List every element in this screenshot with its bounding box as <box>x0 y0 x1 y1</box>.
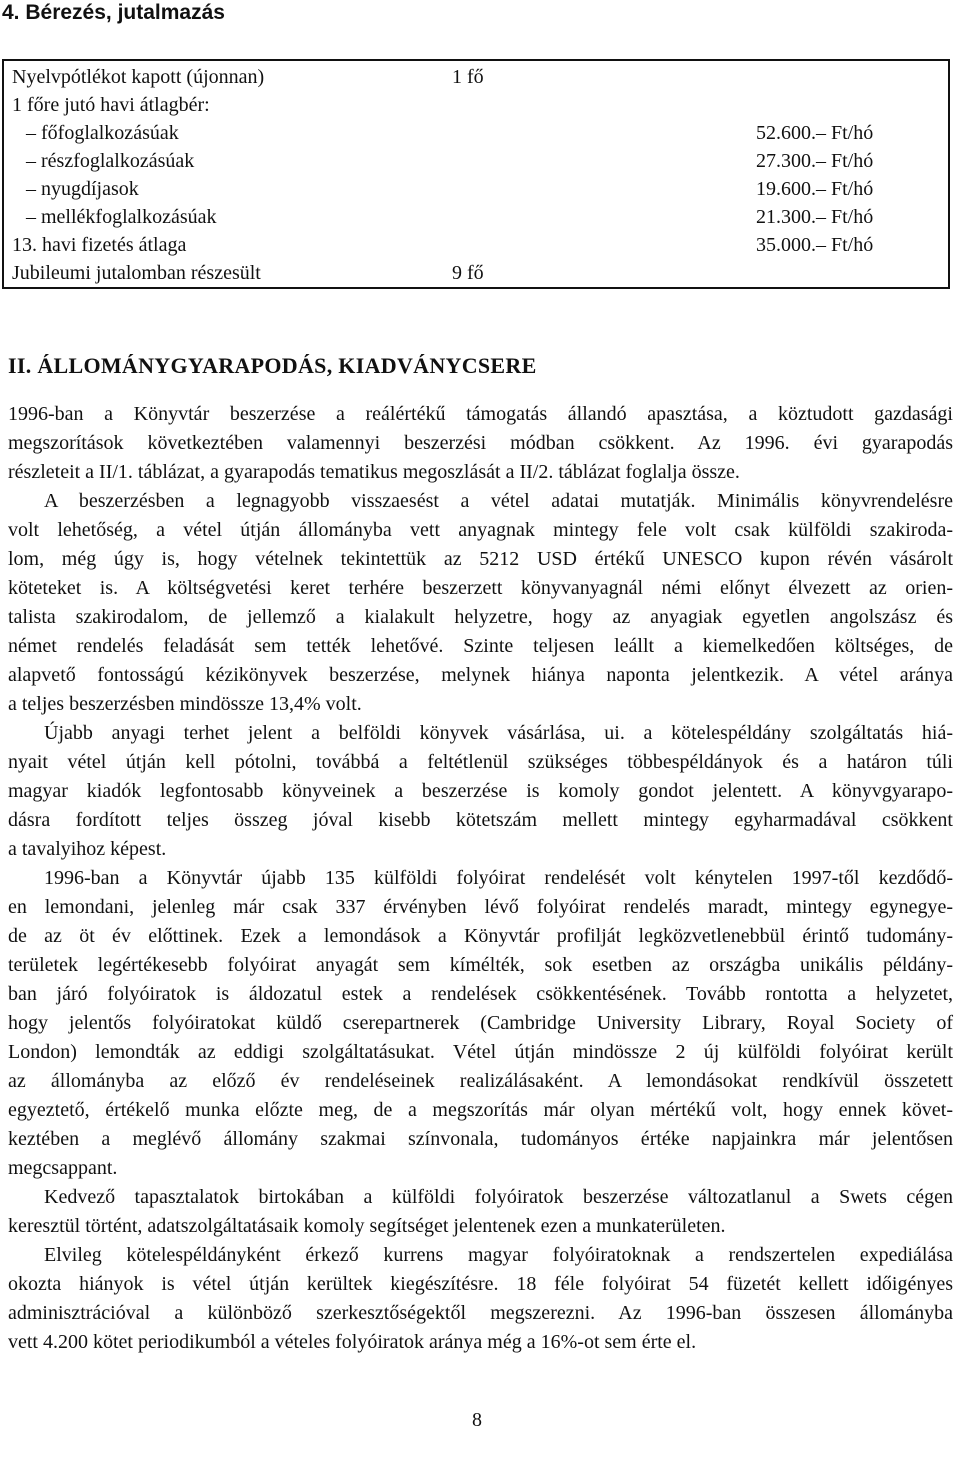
text-line: Kedvező tapasztalatok birtokában a külföldi folyóiratok beszerzése változatlanul a Swets cégen <box>44 1186 953 1208</box>
row-label: – részfoglalkozásúak <box>26 150 195 172</box>
text-line: hogy jelentős folyóiratokat küldő cserepartnerek (Cambridge University Library, Royal Society of <box>8 1012 953 1034</box>
paragraph <box>8 1183 953 1241</box>
table-row <box>4 231 948 259</box>
row-label: Nyelvpótlékot kapott (újonnan) <box>12 66 265 88</box>
text-line: egyeztető, értékelő munka előzte meg, de a megszorítás már olyan mértékű volt, hogy ennek követ- <box>8 1099 953 1121</box>
table-row <box>4 91 948 119</box>
text-line: de az öt év előttinek. Ezek a lemondások a Könyvtár profilját legközvetlenebbül érintő tudomány- <box>8 925 953 947</box>
table-row <box>4 63 948 91</box>
row-label: 1 főre jutó havi átlagbér: <box>12 94 210 116</box>
text-line: dásra fordított teljes összeg jóval kisebb kötetszám mellett mintegy egyharmadával csökkent <box>8 809 953 831</box>
text-line: adminisztrációval a különböző szerkesztőségektől megszerezni. Az 1996-ban összesen állományba <box>8 1302 953 1324</box>
row-label: – nyugdíjasok <box>26 178 139 200</box>
text-line: területek legértékesebb folyóirat anyagát sem kímélték, sok esetben az országba unikális példány- <box>8 954 953 976</box>
text-line: en lemondani, jelenleg már csak 337 érvényben lévő folyóirat rendelés maradt, mintegy egynegye- <box>8 896 953 918</box>
salary-table <box>2 59 950 289</box>
text-line: részleteit a II/1. táblázat, a gyarapodás tematikus megoszlását a II/2. táblázat foglalja össze. <box>8 461 740 483</box>
table-row <box>4 175 948 203</box>
row-label: Jubileumi jutalomban részesült <box>12 262 261 284</box>
page-number: 8 <box>472 1409 482 1431</box>
table-row <box>4 119 948 147</box>
table-row <box>4 203 948 231</box>
row-value: 27.300.– Ft/hó <box>756 150 874 172</box>
text-line: 1996-ban a Könyvtár újabb 135 külföldi folyóirat rendelését volt kénytelen 1997-től kezdődő- <box>44 867 953 889</box>
paragraph <box>8 487 953 719</box>
row-value: 52.600.– Ft/hó <box>756 122 874 144</box>
row-value: 19.600.– Ft/hó <box>756 178 874 200</box>
text-line: köteteket is. A költségvetési keret terhére beszerzett könyvanyagnál némi előnyt élvezett az orien- <box>8 577 953 599</box>
text-line: alapvető fontosságú kézikönyvek beszerzése, melynek hiánya naponta jelentkezik. A vétel aránya <box>8 664 953 686</box>
text-line: megcsappant. <box>8 1157 118 1179</box>
row-count: 9 fő <box>452 262 484 284</box>
text-line: az állományba az előző év rendeléseinek realizálásaként. A lemondásokat rendkívül összetett <box>8 1070 953 1092</box>
text-line: megszorítások következtében valamennyi beszerzési módban csökkent. Az 1996. évi gyarapodás <box>8 432 953 454</box>
row-label: – mellékfoglalkozásúak <box>26 206 217 228</box>
text-line: lom, még úgy is, hogy vételnek tekintettük az 5212 USD értékű UNESCO kupon révén vásárolt <box>8 548 953 570</box>
row-label: – főfoglalkozásúak <box>26 122 179 144</box>
text-line: okozta hiányok is vétel útján kerültek kiegészítésre. 18 féle folyóirat 54 füzetét kellett időigényes <box>8 1273 953 1295</box>
text-line: A beszerzésben a legnagyobb visszaesést a vétel adatai mutatják. Minimális könyvrendelésre <box>44 490 953 512</box>
section-heading: 4. Bérezés, jutalmazás <box>2 1 225 24</box>
text-line: vett 4.200 kötet periodikumból a vételes folyóiratok aránya még a 16%-ot sem érte el. <box>8 1331 697 1353</box>
text-line: magyar kiadók legfontosabb könyveinek a beszerzése is komoly gondot jelentett. A könyvgyarapo- <box>8 780 953 802</box>
text-line: német rendelés feladását sem tették lehetővé. Szinte teljesen leállt a kiemelkedően költséges, de <box>8 635 953 657</box>
text-line: a tavalyihoz képest. <box>8 838 167 860</box>
paragraph <box>8 719 953 864</box>
chapter-title: II. ÁLLOMÁNYGYARAPODÁS, KIADVÁNYCSERE <box>8 353 537 378</box>
paragraph <box>8 400 953 487</box>
text-line: volt lehetőség, a vétel útján állományba vett anyagnak mintegy fele volt csak külföldi szakiroda- <box>8 519 953 541</box>
text-line: keztében a meglévő állomány szakmai színvonala, tudományos értéke napjainkra már jelentősen <box>8 1128 953 1150</box>
text-line: talista szakirodalom, de jellemző a kialakult helyzetre, hogy az anyagiak egyetlen angolszász és <box>8 606 953 628</box>
row-count: 1 fő <box>452 66 484 88</box>
text-line: nyait vétel útján kell pótolni, továbbá a feltétlenül szükséges többespéldányok és a határon túli <box>8 751 953 773</box>
table-row <box>4 147 948 175</box>
row-value: 35.000.– Ft/hó <box>756 234 874 256</box>
text-line: ban járó folyóiratok is áldozatul estek a rendelések csökkentésének. Tovább rontotta a helyzetet, <box>8 983 953 1005</box>
paragraph <box>8 864 953 1183</box>
text-line: Újabb anyagi terhet jelent a belföldi könyvek vásárlása, ui. a kötelespéldány szolgáltatás hiá- <box>44 722 953 744</box>
row-value: 21.300.– Ft/hó <box>756 206 874 228</box>
text-line: Elvileg kötelespéldányként érkező kurrens magyar folyóiratoknak a rendszertelen expediálása <box>44 1244 953 1266</box>
row-label: 13. havi fizetés átlaga <box>12 234 187 256</box>
text-line: a teljes beszerzésben mindössze 13,4% volt. <box>8 693 362 715</box>
text-line: 1996-ban a Könyvtár beszerzése a reálértékű támogatás állandó apasztása, a köztudott gazdasági <box>8 403 953 425</box>
table-row <box>4 259 948 287</box>
text-line: keresztül történt, adatszolgáltatásaik komoly segítséget jelentenek ezen a munkaterületen. <box>8 1215 726 1237</box>
text-line: London) lemondták az eddigi szolgáltatásukat. Vétel útján mindössze 2 új külföldi folyóirat került <box>8 1041 953 1063</box>
paragraph <box>8 1241 953 1357</box>
